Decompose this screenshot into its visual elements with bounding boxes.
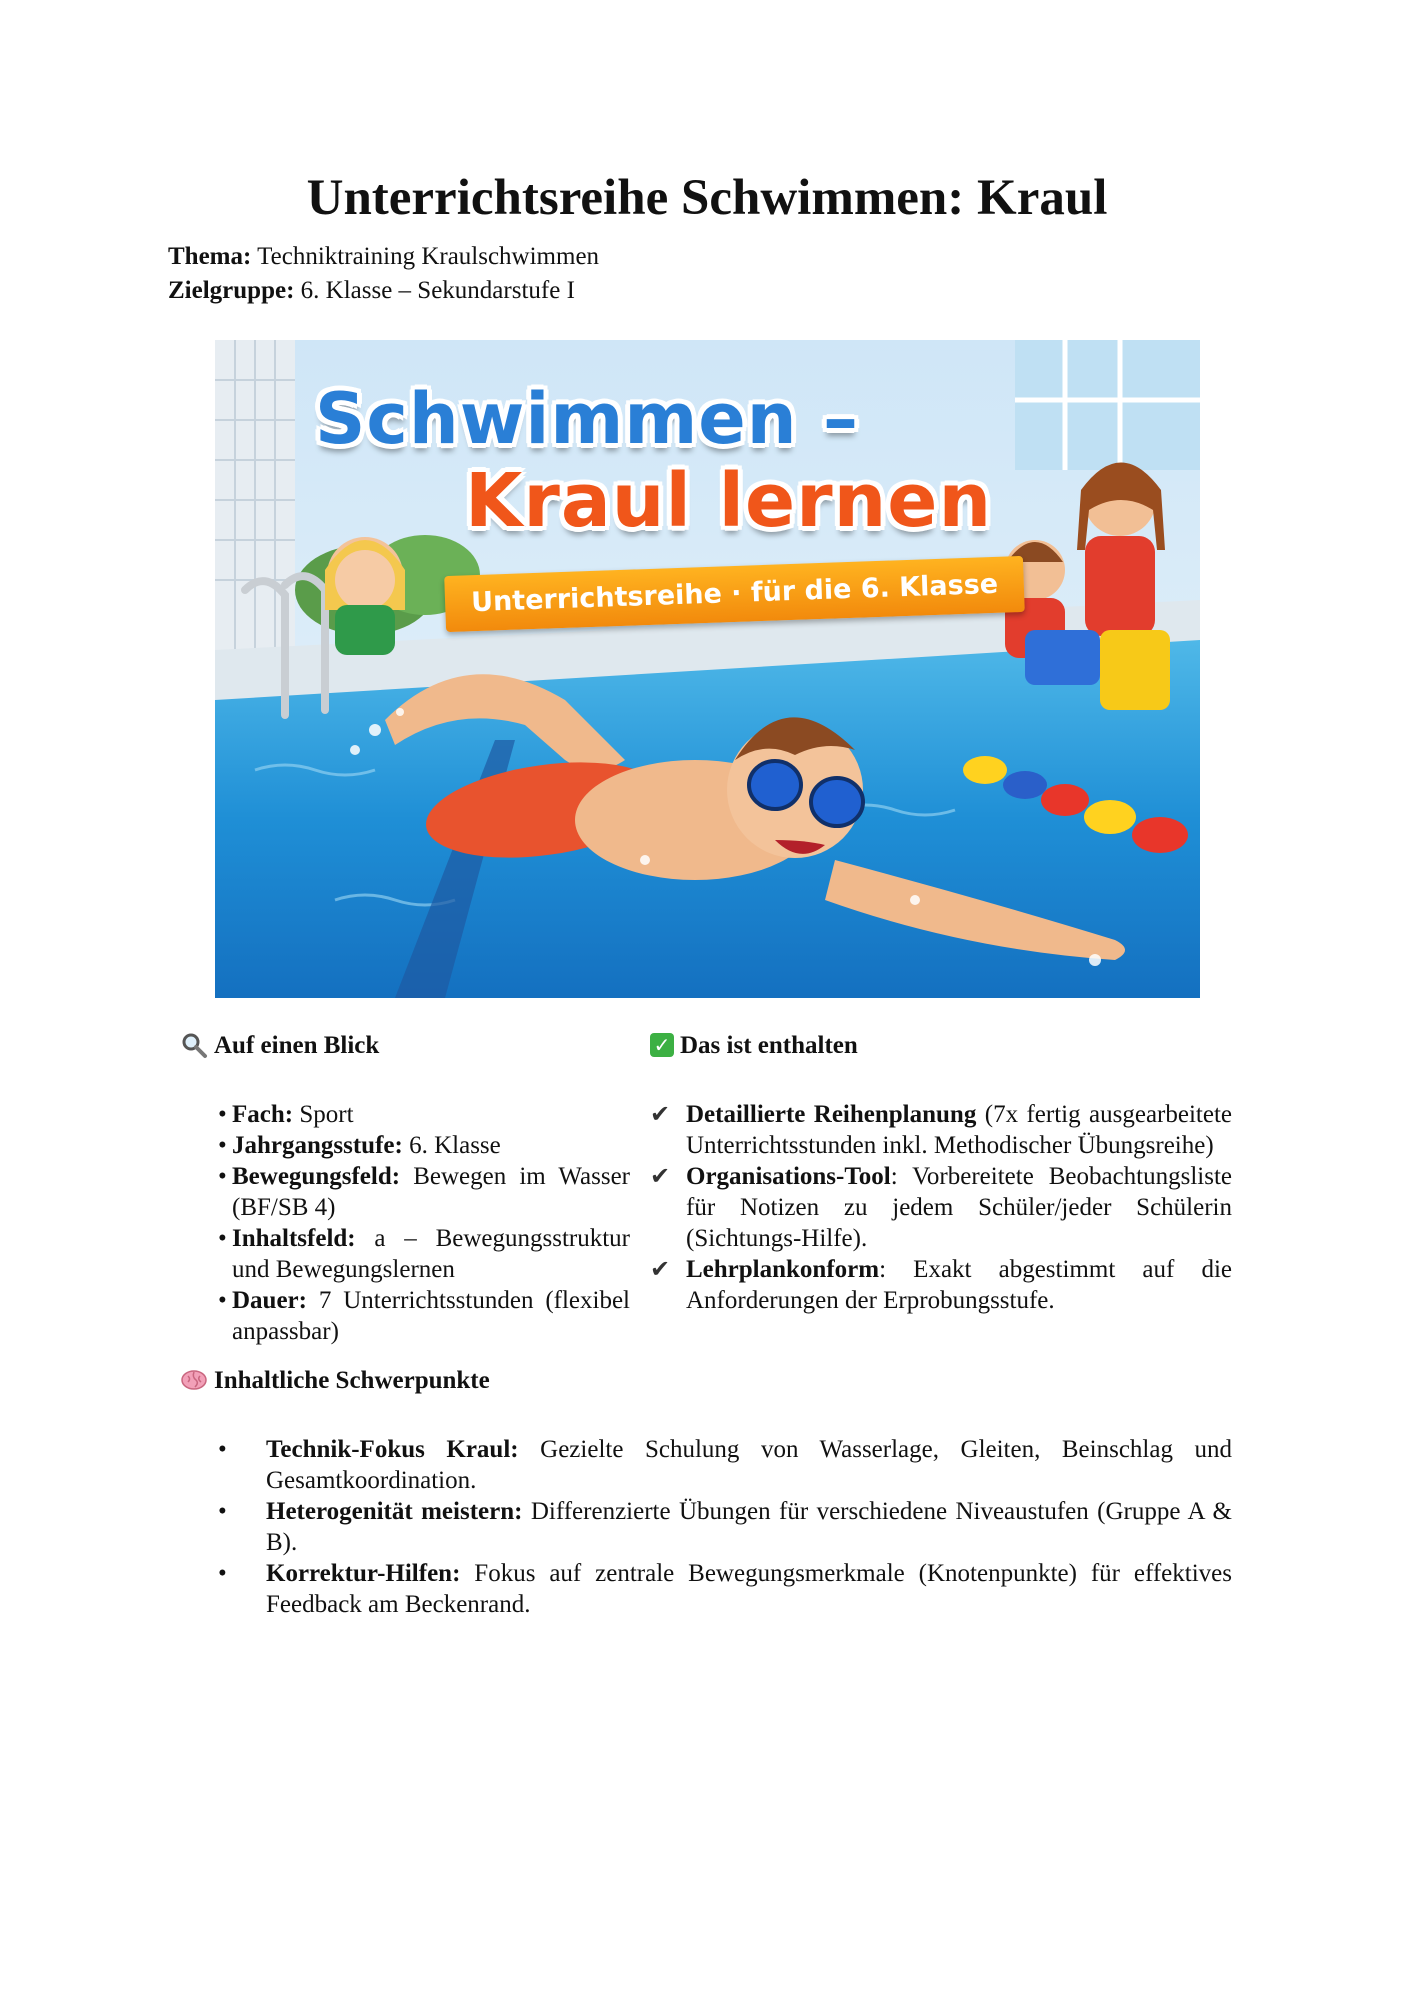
focus-item-korrektur: • Korrektur-Hilfen: Fokus auf zentrale Bewegungsmerkmale (Knotenpunkte) für effektives Feedback am Beckenrand. [266, 1558, 1232, 1620]
focus-list [180, 1434, 1232, 1620]
overview-item-bewegungsfeld: • Bewegungsfeld: Bewegen im Wasser (BF/SB 4) [220, 1161, 630, 1223]
hero-title-line2: Kraul lernen [465, 458, 993, 544]
overview-column [180, 1025, 630, 1347]
focus-item-technik: • Technik-Fokus Kraul: Gezielte Schulung von Wasserlage, Gleiten, Beinschlag und Gesamtkoordination. [266, 1434, 1232, 1496]
included-item-reihenplanung: ✔ Detaillierte Reihenplanung (7x fertig ausgearbeitete Unterrichtsstunden inkl. Methodischer Übungsreihe) [650, 1100, 1232, 1159]
magnifier-icon [180, 1031, 208, 1059]
included-column [650, 1025, 1232, 1316]
hero-title-line1: Schwimmen – [315, 378, 859, 460]
overview-item-inhaltsfeld: • Inhaltsfeld: a – Bewegungsstruktur und Bewegungslernen [220, 1223, 630, 1285]
included-list [650, 1099, 1232, 1316]
overview-heading: Auf einen Blick [180, 1025, 630, 1065]
meta-block [168, 240, 599, 308]
check-mark-icon: ✔ [650, 1100, 671, 1128]
overview-item-fach: • Fach: Sport [220, 1099, 630, 1130]
meta-thema: Thema: Techniktraining Kraulschwimmen [168, 243, 600, 270]
focus-section [180, 1360, 1232, 1620]
check-mark-icon: ✔ [650, 1162, 671, 1190]
overview-list [180, 1099, 630, 1347]
check-box-icon: ✓ [650, 1033, 674, 1057]
hero-illustration [215, 340, 1200, 998]
meta-zielgruppe: Zielgruppe: 6. Klasse – Sekundarstufe I [168, 277, 575, 304]
included-item-lehrplankonform: ✔ Lehrplankonform: Exakt abgestimmt auf die Anforderungen der Erprobungsstufe. [650, 1255, 1232, 1314]
focus-item-heterogenitaet: • Heterogenität meistern: Differenzierte Übungen für verschiedene Niveaustufen (Gruppe A & B). [266, 1496, 1232, 1558]
hero-banner: Unterrichtsreihe · für die 6. Klasse [444, 556, 1025, 632]
focus-heading: Inhaltliche Schwerpunkte [180, 1360, 1232, 1400]
included-item-organisations-tool: ✔ Organisations-Tool: Vorbereitete Beobachtungsliste für Notizen zu jedem Schüler/jeder Schülerin (Sichtungs-Hilfe). [650, 1162, 1232, 1252]
included-heading: ✓ Das ist enthalten [650, 1025, 1232, 1065]
overview-item-jahrgangsstufe: • Jahrgangsstufe: 6. Klasse [220, 1130, 630, 1161]
hero-illustration-art [215, 340, 1200, 998]
page-title: Unterrichtsreihe Schwimmen: Kraul [306, 170, 1108, 226]
overview-item-dauer: • Dauer: 7 Unterrichtsstunden (flexibel anpassbar) [220, 1285, 630, 1347]
brain-icon [180, 1368, 208, 1392]
check-mark-icon: ✔ [650, 1255, 671, 1283]
